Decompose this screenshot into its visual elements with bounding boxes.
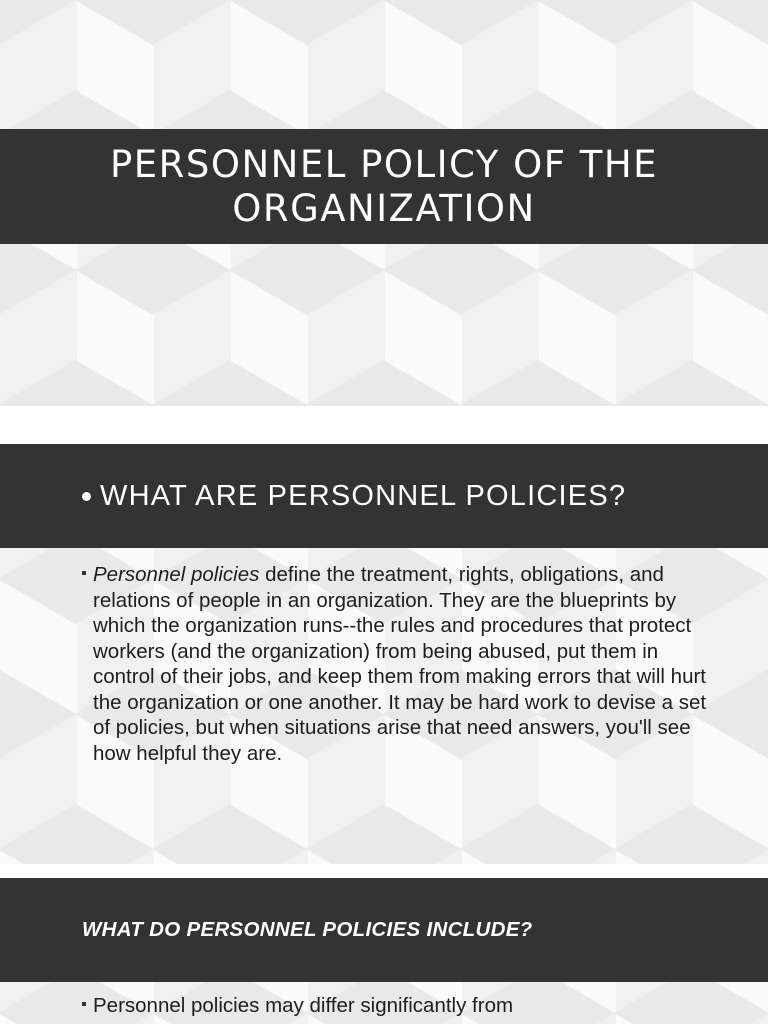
slide-gap [0,864,768,878]
square-bullet-icon [82,1002,86,1006]
emphasis-term: Personnel policies [93,563,260,586]
slide-body [82,993,722,1019]
content-slide-1 [0,444,768,864]
heading-band [0,444,768,548]
square-bullet-icon [82,571,86,575]
bullet-text: Personnel policies may differ significantly from [93,994,514,1017]
title-slide [0,0,768,406]
content-slide-2 [0,878,768,1024]
heading-band [0,878,768,982]
slide-title-line-2: ORGANIZATION [232,186,536,230]
slide-gap [0,406,768,444]
slide-title [110,143,658,231]
bullet-text-rest: define the treatment, rights, obligations, and relations of people in an organization. They are the blueprints by which the organization runs--the rules and procedures that protect workers (and the organization) from being abused, put them in control of their jobs, and keep them from making errors that will hurt the organization or one another. It may be hard work to devise a set of policies, but when situations arise that need answers, you'll see how helpful they are. [93,563,707,765]
slide-body [82,562,712,766]
slide-heading-text: WHAT ARE PERSONNEL POLICIES? [100,479,627,512]
slide-title-line-1: PERSONNEL POLICY OF THE [109,142,659,186]
bullet-text [93,562,712,766]
bullet-item [82,562,712,766]
slide-heading [82,480,626,513]
slide-heading: WHAT DO PERSONNEL POLICIES INCLUDE? [82,918,533,941]
bullet-item [82,993,722,1019]
bullet-dot-icon [82,492,91,501]
title-band [0,129,768,244]
